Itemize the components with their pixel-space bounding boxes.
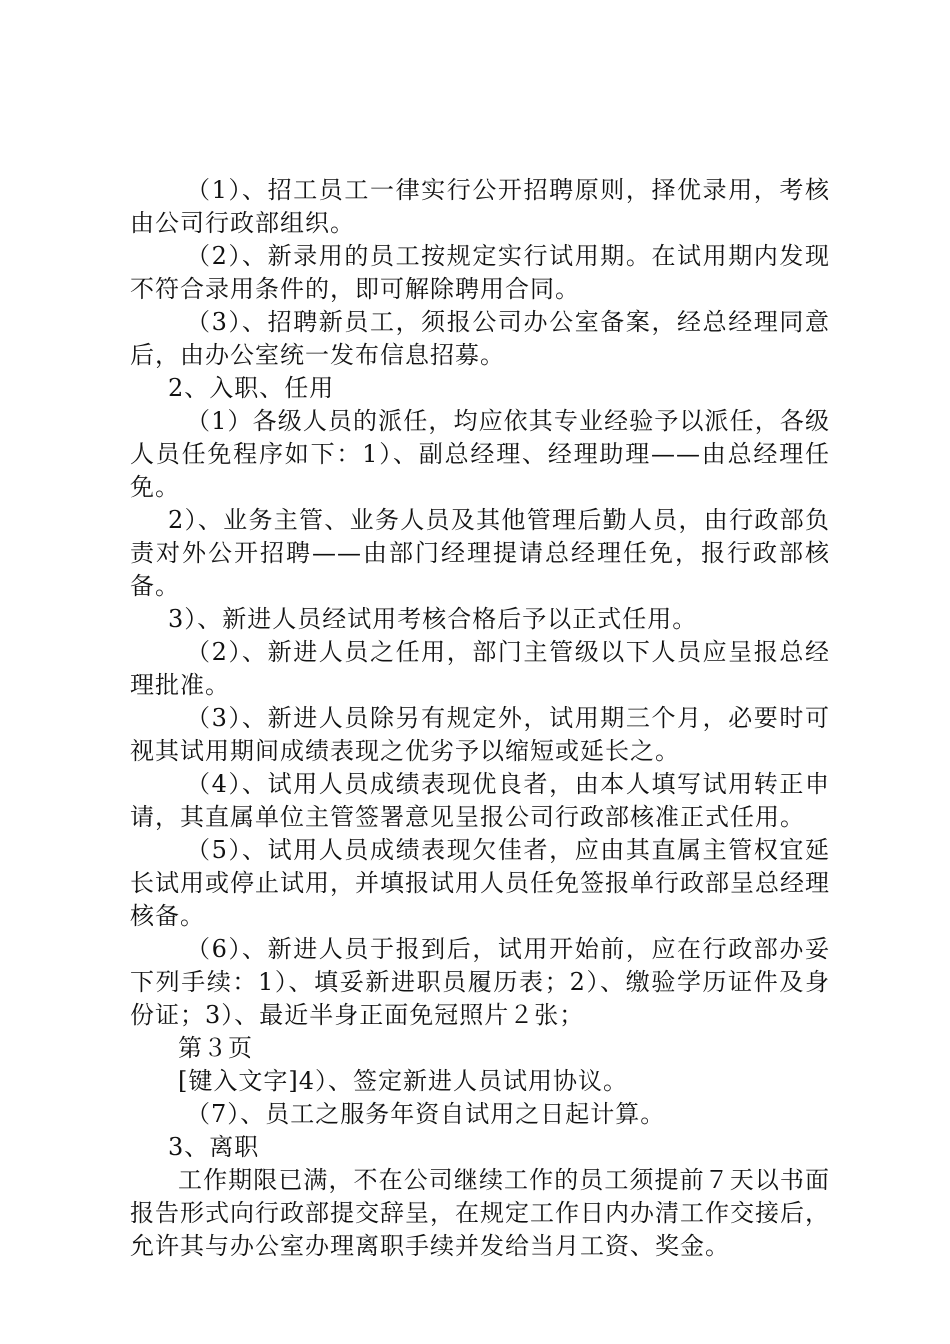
paragraph-probation-poor: （5）、试用人员成绩表现欠佳者，应由其直属主管权宜延长试用或停止试用，并填报试用人员任免签报单行政部呈总经理核备。 xyxy=(130,836,830,930)
paragraph-probation-good: （4）、试用人员成绩表现优良者，由本人填写试用转正申请，其直属单位主管签署意见呈报公司行政部核准正式任用。 xyxy=(130,770,830,831)
paragraph-recruitment-1: （1）、招工员工一律实行公开招聘原则，择优录用，考核由公司行政部组织。 xyxy=(130,176,830,237)
paragraph-appointment-3: 3）、新进人员经试用考核合格后予以正式任用。 xyxy=(168,605,698,633)
paragraph-probation-agreement: [键入文字]4）、签定新进人员试用协议。 xyxy=(178,1067,628,1095)
page-number-label: 第３页 xyxy=(178,1034,253,1062)
paragraph-appointment-approval: （2）、新进人员之任用，部门主管级以下人员应呈报总经理批准。 xyxy=(130,638,830,699)
paragraph-probation-period: （3）、新进人员除另有规定外，试用期三个月，必要时可视其试用期间成绩表现之优劣予以缩短或延长之。 xyxy=(130,704,830,765)
paragraph-onboarding-procedures: （6）、新进人员于报到后，试用开始前，应在行政部办妥下列手续：1）、填妥新进职员履历表；2）、缴验学历证件及身份证；3）、最近半身正面免冠照片２张； xyxy=(130,935,830,1029)
paragraph-appointment-2: 2）、业务主管、业务人员及其他管理后勤人员，由行政部负责对外公开招聘——由部门经理提请总经理任免，报行政部核备。 xyxy=(130,506,830,600)
paragraph-recruitment-2: （2）、新录用的员工按规定实行试用期。在试用期内发现不符合录用条件的，即可解除聘用合同。 xyxy=(130,242,830,303)
paragraph-appointment-1: （1）各级人员的派任，均应依其专业经验予以派任，各级人员任免程序如下：1）、副总经理、经理助理——由总经理任免。 xyxy=(130,407,830,501)
paragraph-service-years: （7）、员工之服务年资自试用之日起计算。 xyxy=(186,1100,666,1128)
section-heading-resignation: 3、离职 xyxy=(168,1133,260,1161)
paragraph-recruitment-3: （3）、招聘新员工，须报公司办公室备案，经总经理同意后，由办公室统一发布信息招募。 xyxy=(130,308,830,369)
document-body xyxy=(130,174,830,1263)
paragraph-resignation: 工作期限已满，不在公司继续工作的员工须提前７天以书面报告形式向行政部提交辞呈，在规定工作日内办清工作交接后，允许其与办公室办理离职手续并发给当月工资、奖金。 xyxy=(130,1166,830,1260)
section-heading-onboarding: 2、入职、任用 xyxy=(168,374,335,402)
